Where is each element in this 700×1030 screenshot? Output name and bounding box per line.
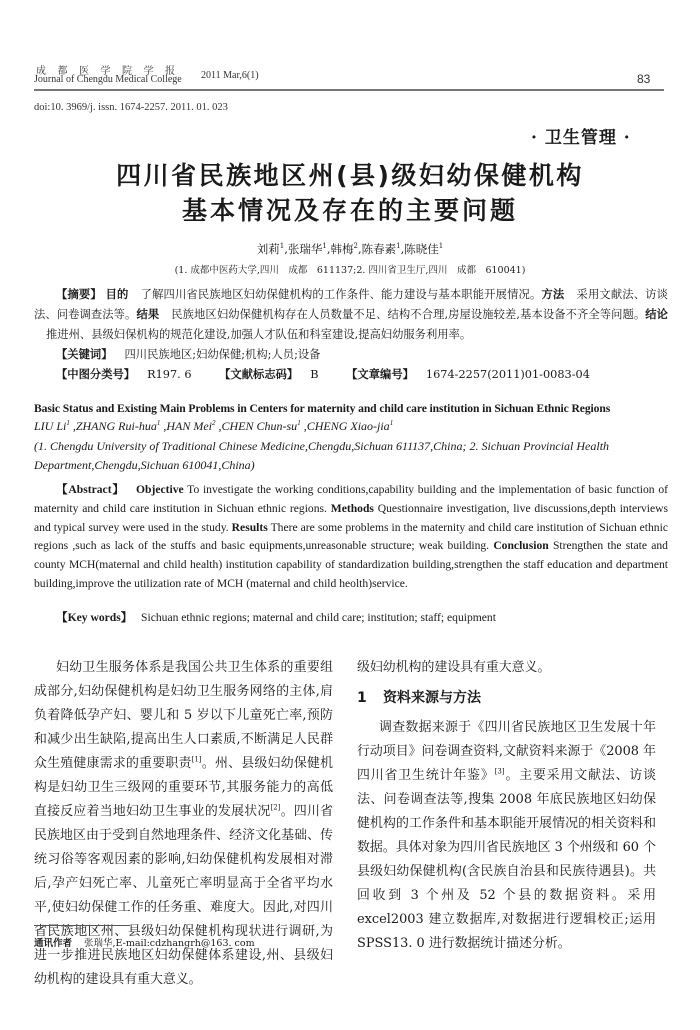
section-tag: · 卫生管理 ·: [531, 128, 631, 148]
keywords-en-label: 【Key words】: [56, 611, 133, 624]
objective-en-label: Objective: [136, 483, 184, 496]
methods-body-text-1: 调查数据来源于《四川省民族地区卫生发展十年行动项目》问卷调查资料,文献资料来源于《2008 年四川省卫生统计年鉴》: [357, 720, 656, 783]
affiliation: (1. 成都中医药大学,四川 成都 611137;2. 四川省卫生厅,四川 成都 610041): [174, 265, 526, 276]
clc-label: 【中图分类号】: [56, 368, 136, 381]
methods-paragraph: [357, 716, 656, 956]
english-title: Basic Status and Existing Main Problems in Centers for maternity and child care institution in Sichuan Ethnic Regions: [34, 402, 611, 415]
section-title: 资料来源与方法: [383, 690, 481, 706]
journal-name-cn: 成都医学院学报: [36, 66, 187, 77]
footnote-value: 张瑞华,E-mail:cdzhangrh@163. com: [84, 938, 255, 949]
results-en-text: There are some problems in the maternity and child care institution of Sichuan ethnic regions ,such as lack of the stuffs and basic equipments,unreasonable structure; weak building.: [34, 520, 668, 553]
author: ZHANG Rui-hua$^1$: [75, 419, 161, 433]
author: HAN Mei$^2$: [166, 419, 216, 433]
keywords-cn: [34, 345, 668, 365]
abstract-en-label: 【Abstract】: [56, 483, 125, 496]
intro-text-3: 。四川省民族地区由于受到自然地理条件、经济文化基础、传统习俗等客观因素的影响,妇幼保健机构发展相对滞后,孕产妇死亡率、儿童死亡率明显高于全省平均水平,使妇幼保健工作的任务重、难度大。因此,对四川省民族地区州、县级妇幼保健机构现状进行调研,为进一步推进民族地区妇幼保健体系建设,州、县级妇幼机构的建设具有重大意义。: [34, 804, 334, 987]
page-number: 83: [637, 72, 651, 86]
methods-label: 方法: [541, 288, 565, 301]
author: CHENG Xiao-jia$^1$: [306, 419, 394, 433]
abstract-label: 【摘要】: [56, 288, 102, 301]
journal-name-en: Journal of Chengdu Medical College: [34, 74, 182, 85]
keywords-en-value: Sichuan ethnic regions; maternal and child care; institution; staff; equipment: [141, 611, 496, 624]
clc-value: R197. 6: [147, 368, 192, 381]
results-en-label: Results: [231, 520, 268, 534]
author: 张瑞华$^1$: [287, 242, 327, 256]
header-rule: [34, 89, 664, 91]
results-label: 结果: [136, 308, 160, 321]
english-affiliation: [34, 437, 668, 475]
author: 陈春素$^1$: [361, 242, 401, 256]
section-number: 1: [357, 690, 367, 706]
article-no-value: 1674-2257(2011)01-0083-04: [425, 368, 590, 381]
author: LIU Li$^1$: [34, 419, 70, 433]
footnote-label: 通讯作者: [34, 938, 73, 949]
article-title-line-2: 基本情况及存在的主要问题: [181, 196, 518, 225]
doc-code-value: B: [310, 368, 319, 381]
journal-issue: 2011 Mar,6(1): [201, 70, 259, 81]
objective-en-text: To investigate the working conditions,capability building and the implementation of basic function of maternity and child care institution in Sichuan ethnic regions.: [34, 483, 668, 515]
body-column-right: [357, 656, 656, 951]
results-text: 民族地区妇幼保健机构存在人员数量不足、结构不合理,房屋设施较差,基本设备不齐全等问题。: [171, 308, 646, 321]
citation-2[interactable]: [2]: [270, 803, 281, 812]
author: 韩梅$^2$: [330, 242, 358, 256]
intro-text-2: 。州、县级妇幼保健机构是妇幼卫生三级网的重要环节,其服务能力的高低直接反应着当地妇幼卫生事业的发展状况: [34, 756, 334, 819]
author: 刘莉$^1$: [256, 242, 285, 256]
english-affiliation-2: 2. Sichuan Provincial Health Department,Chengdu,Sichuan 610041,China): [34, 439, 610, 472]
methods-en-label: Methods: [330, 501, 374, 515]
intro-text-3-continued: 级妇幼机构的建设具有重大意义。: [357, 660, 551, 675]
classification-row: [34, 365, 668, 385]
abstract-cn: [34, 285, 668, 385]
citation-3[interactable]: [3]: [494, 767, 505, 776]
intro-text-1: 妇幼卫生服务体系是我国公共卫生体系的重要组成部分,妇幼保健机构是妇幼卫生服务网络的主体,肩负着降低孕产妇、婴儿和 5 岁以下儿童死亡率,预防和减少出生缺陷,提高出生人口素质,不断满足人民群众生殖健康需求的重要职责: [34, 660, 333, 771]
article-title-line-1: 四川省民族地区州(县)级妇幼保健机构: [116, 161, 584, 190]
article-no-label: 【文章编号】: [346, 368, 414, 381]
author: CHEN Chun-$su^1$: [221, 419, 301, 433]
conclusion-en-text: Strengthen the state and county MCH(maternal and child health) institution capability of standardization building,strengthen the staff education and department building,improve the utilization rate of MCH (maternal and child heolth)service.: [34, 539, 668, 590]
conclusion-label: 结论: [645, 308, 668, 321]
keywords-label: 【关键词】: [56, 348, 113, 361]
objective-text: 了解四川省民族地区妇幼保健机构的工作条件、能力建设与基本职能开展情况。: [140, 288, 542, 301]
author-list: 刘莉$^1$,张瑞华$^1$,韩梅$^2$,陈春素$^1$,陈晓佳$^1$: [256, 242, 444, 256]
body-flow-right: [357, 656, 656, 956]
section-heading: [357, 686, 656, 710]
doc-code-label: 【文献标志码】: [219, 368, 299, 381]
footnote-rule: [34, 925, 130, 926]
author: 陈晓佳$^1$: [404, 242, 444, 256]
abstract-en: [34, 481, 668, 594]
methods-body-text-2: 。主要采用文献法、访谈法、问卷调查法等,搜集 2008 年底民族地区妇幼保健机构的工作条件和基本职能开展情况的相关资料和数据。具体对象为四川省民族地区 3 个州级和 60 个县级妇幼保健机构(含民族自治县和民族待遇县)。共回收到 3 个州及 52 个县的数据资料。采用 excel2003 建立数据库,对数据进行逻辑校正;运用 SPSS13. 0 进行数据统计描述分析。: [357, 768, 656, 951]
keywords-en: [34, 609, 668, 625]
english-author-list: LIU Li$^1$ ,ZHANG Rui-hua$^1$ ,HAN Mei$^2$ ,CHEN Chun-$su^1$ ,CHENG Xiao-jia$^1$: [34, 419, 394, 433]
keywords-value: 四川民族地区;妇幼保健;机构;人员;设备: [124, 348, 321, 361]
methods-en-text: Questionnaire investigation, live discussions,depth interviews and typical survey were used in the study.: [34, 501, 669, 534]
english-affiliation-1: (1. Chengdu University of Traditional Chinese Medicine,Chengdu,Sichuan 611137,China;: [34, 439, 467, 453]
corresponding-author-footnote: [34, 935, 255, 949]
methods-text: 采用文献法、访谈法、问卷调查法等。: [34, 288, 668, 321]
conclusion-text: 推进州、县级妇保机构的规范化建设,加强人才队伍和科室建设,提高妇幼服务利用率。: [46, 328, 472, 341]
objective-label: 目的: [105, 288, 129, 301]
conclusion-en-label: Conclusion: [493, 539, 549, 553]
doi: doi:10. 3969/j. issn. 1674-2257. 2011. 01. 023: [34, 102, 228, 113]
abstract-cn-body: [34, 285, 668, 345]
intro-paragraph-continued: [357, 656, 656, 680]
citation-1[interactable]: [1]: [191, 755, 202, 764]
